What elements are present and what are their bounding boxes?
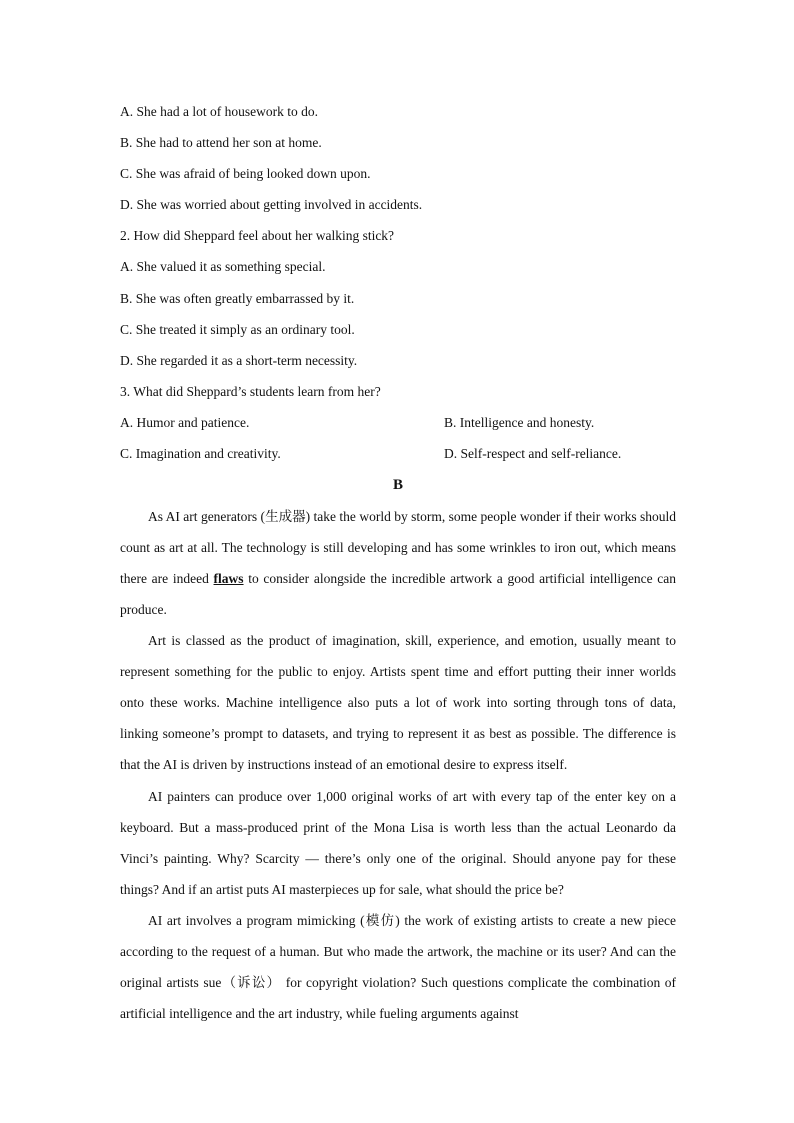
passage-paragraph-1 (120, 501, 676, 625)
q2-option-a: A. She valued it as something special. (120, 259, 326, 275)
q3-question: 3. What did Sheppard’s students learn from her? (120, 383, 381, 399)
p1-text-before: As AI art generators (生成器) take the world by storm, some people wonder if their works should count as art at all. The technology is still developing and has some wrinkles to iron out, which means there are indeed (120, 508, 676, 586)
q3-option-c: C. Imagination and creativity. (120, 446, 281, 462)
section-b-title: B (392, 477, 403, 494)
q2-question: 2. How did Sheppard feel about her walking stick? (120, 228, 395, 244)
q1-option-a: A. She had a lot of housework to do. (120, 104, 318, 119)
passage-paragraph-4: AI art involves a program mimicking (模仿) the work of existing artists to create a new piece according to the request of a human. But who made the artwork, the machine or its user? And can the original artists sue（诉讼） for copyright violation? Such questions complicate the combination of artificial intelligence and the art industry, while fueling arguments against (120, 912, 676, 1022)
q1-option-b: B. She had to attend her son at home. (120, 135, 322, 151)
q3-option-d: D. Self-respect and self-reliance. (444, 446, 622, 462)
q2-option-b: B. She was often greatly embarrassed by it. (120, 290, 355, 306)
keyword-flaws: flaws (213, 570, 244, 586)
q1-option-d: D. She was worried about getting involved in accidents. (120, 197, 423, 213)
p1-text-after: to consider alongside the incredible artwork a good artificial intelligence can produce. (120, 570, 676, 617)
passage-paragraph-3: AI painters can produce over 1,000 original works of art with every tap of the enter key on a keyboard. But a mass-produced print of the Mona Lisa is worth less than the actual Leonardo da Vinci’s painting. Why? Scarcity — there’s only one of the original. Should anyone pay for these things? And if an artist puts AI masterpieces up for sale, what should the price be? (120, 788, 676, 897)
q1-option-c: C. She was afraid of being looked down upon. (120, 166, 371, 182)
q2-option-d: D. She regarded it as a short-term necessity. (120, 352, 358, 368)
q3-option-a: A. Humor and patience. (120, 414, 250, 430)
q3-options-row-2 (120, 442, 676, 473)
q2-option-c: C. She treated it simply as an ordinary tool. (120, 321, 355, 337)
q3-options-row-1 (120, 411, 676, 442)
document-page (120, 100, 676, 1029)
q3-option-b: B. Intelligence and honesty. (444, 414, 595, 430)
passage-paragraph-2: Art is classed as the product of imagination, skill, experience, and emotion, usually meant to represent something for the public to enjoy. Artists spent time and effort putting their inner worlds onto these works. Machine intelligence also puts a lot of work into sorting through tons of data, linking someone’s prompt to datasets, and trying to represent it as best as possible. The difference is that the AI is driven by instructions instead of an emotional desire to express itself. (120, 633, 676, 773)
